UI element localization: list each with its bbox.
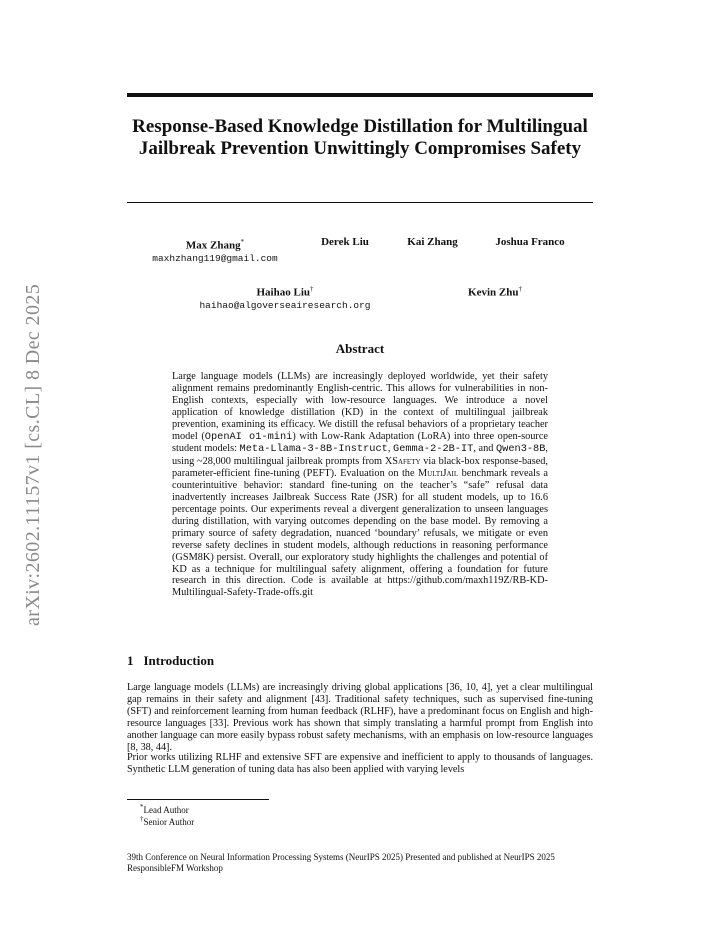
author-haihao-liu <box>190 283 380 312</box>
author-name: Kai Zhang <box>407 236 458 248</box>
arxiv-identifier: arXiv:2602.11157v1 [cs.CL] 8 Dec 2025 <box>22 283 44 627</box>
section-heading-introduction <box>127 653 214 669</box>
benchmark-name: MultiJail <box>418 468 459 480</box>
intro-paragraph: Large language models (LLMs) are increasingly driving global applications [36, 10, 4], yet a clear multilingual gap remains in their safety and alignment [43]. Traditional safety techniques, such as supervised fine-tuning (SFT) and reinforcement learning from human feedback (RLHF), have a predominant focus on English and high-resource languages [33]. Previous work has shown that simply translating a harmful prompt from English into another language can more easily bypass robust safety mechanisms, with an emphasis on low-resource languages [8, 38, 44]. <box>127 682 593 753</box>
student-model-name: Qwen3-8B <box>495 443 546 456</box>
author-name: Derek Liu <box>321 236 369 248</box>
section-title: Introduction <box>143 653 215 668</box>
author-joshua-franco <box>480 236 580 249</box>
abstract-heading: Abstract <box>335 341 385 356</box>
abstract-text: , using ~28,000 multilingual jailbreak prompts from <box>172 443 548 468</box>
section-number: 1 <box>127 653 134 668</box>
footnote-mark: † <box>140 815 144 823</box>
author-mark: † <box>518 285 522 293</box>
intro-paragraph: Prior works utilizing RLHF and extensive SFT are expensive and inefficient to apply to thousands of languages. Synthetic LLM generation of tuning data has also been applied with varying levels <box>127 752 593 775</box>
student-model-name: Gemma-2-2B-IT <box>393 443 474 456</box>
paper-title: Response-Based Knowledge Distillation for Multilingual Jailbreak Prevention Unwittingly Compromises Safety <box>132 116 588 159</box>
author-mark: † <box>310 285 314 293</box>
teacher-model-name: OpenAI o1-mini <box>204 430 293 443</box>
author-email: maxhzhang119@gmail.com <box>152 252 278 264</box>
abstract-text: , and <box>473 443 496 455</box>
author-email: haihao@algoverseairesearch.org <box>199 299 371 311</box>
abstract-text: ) with Low-Rank Adaptation (LoRA) into three open-source student models: <box>172 430 549 455</box>
footnote-text: Lead Author <box>143 805 189 815</box>
abstract-text: , <box>387 443 394 455</box>
abstract-text: benchmark reveals a counterintuitive behavior: standard fine-tuning on the teacher’s “safe” refusal data inadvertently increases Jailbreak Success Rate (JSR) for all student models, up to 16.6 percentage points. Our experiments reveal a divergent generalization to unseen languages during distillation, with varying outcomes depending on the base model. By removing a primary source of safety degradation, nuanced ‘boundary’ refusals, we mitigate or even reverse safety declines in student models, although reductions in reasoning performance (GSM8K) persist. Overall, our exploratory study highlights the challenges and potential of KD as a technique for multilingual safety alignment, offering a foundation for future research in this direction. Code is available at https://github.com/maxh119Z/RB-KD-Multilingual-Safety-Trade-offs.git <box>172 468 548 599</box>
footnote-senior-author <box>140 814 194 828</box>
author-kevin-zhu <box>445 283 545 300</box>
author-derek-liu <box>305 236 385 249</box>
conference-note: 39th Conference on Neural Information Processing Systems (NeurIPS 2025) Presented and published at NeurIPS 2025 ResponsibleFM Workshop <box>127 852 555 873</box>
title-top-rule <box>127 93 593 97</box>
abstract-text: via black-box response-based, parameter-efficient fine-tuning (PEFT). Evaluation on the <box>172 456 548 480</box>
author-kai-zhang <box>395 236 470 249</box>
author-mark: * <box>240 238 245 246</box>
author-max-zhang <box>140 236 290 265</box>
student-model-name: Meta-Llama-3-8B-Instruct <box>239 443 388 456</box>
dataset-name: XSafety <box>384 456 421 468</box>
author-name: Haihao Liu <box>256 286 310 299</box>
title-bottom-rule <box>127 202 593 203</box>
footnote-text: Senior Author <box>143 817 195 827</box>
author-name: Kevin Zhu <box>468 286 519 299</box>
author-name: Max Zhang <box>185 239 241 252</box>
author-name: Joshua Franco <box>495 236 565 248</box>
abstract-body <box>172 371 548 599</box>
footnote-rule <box>127 799 269 800</box>
abstract-text: Large language models (LLMs) are increasingly deployed worldwide, yet their safety alignment remains predominantly English-centric. This allows for vulnerabilities in non-English contexts, especially with low-resource languages. We introduce a novel application of knowledge distillation (KD) in the context of multilingual jailbreak prevention, examining its efficacy. We distill the refusal behaviors of a proprietary teacher model ( <box>172 371 548 442</box>
footnote-mark: * <box>140 803 144 811</box>
